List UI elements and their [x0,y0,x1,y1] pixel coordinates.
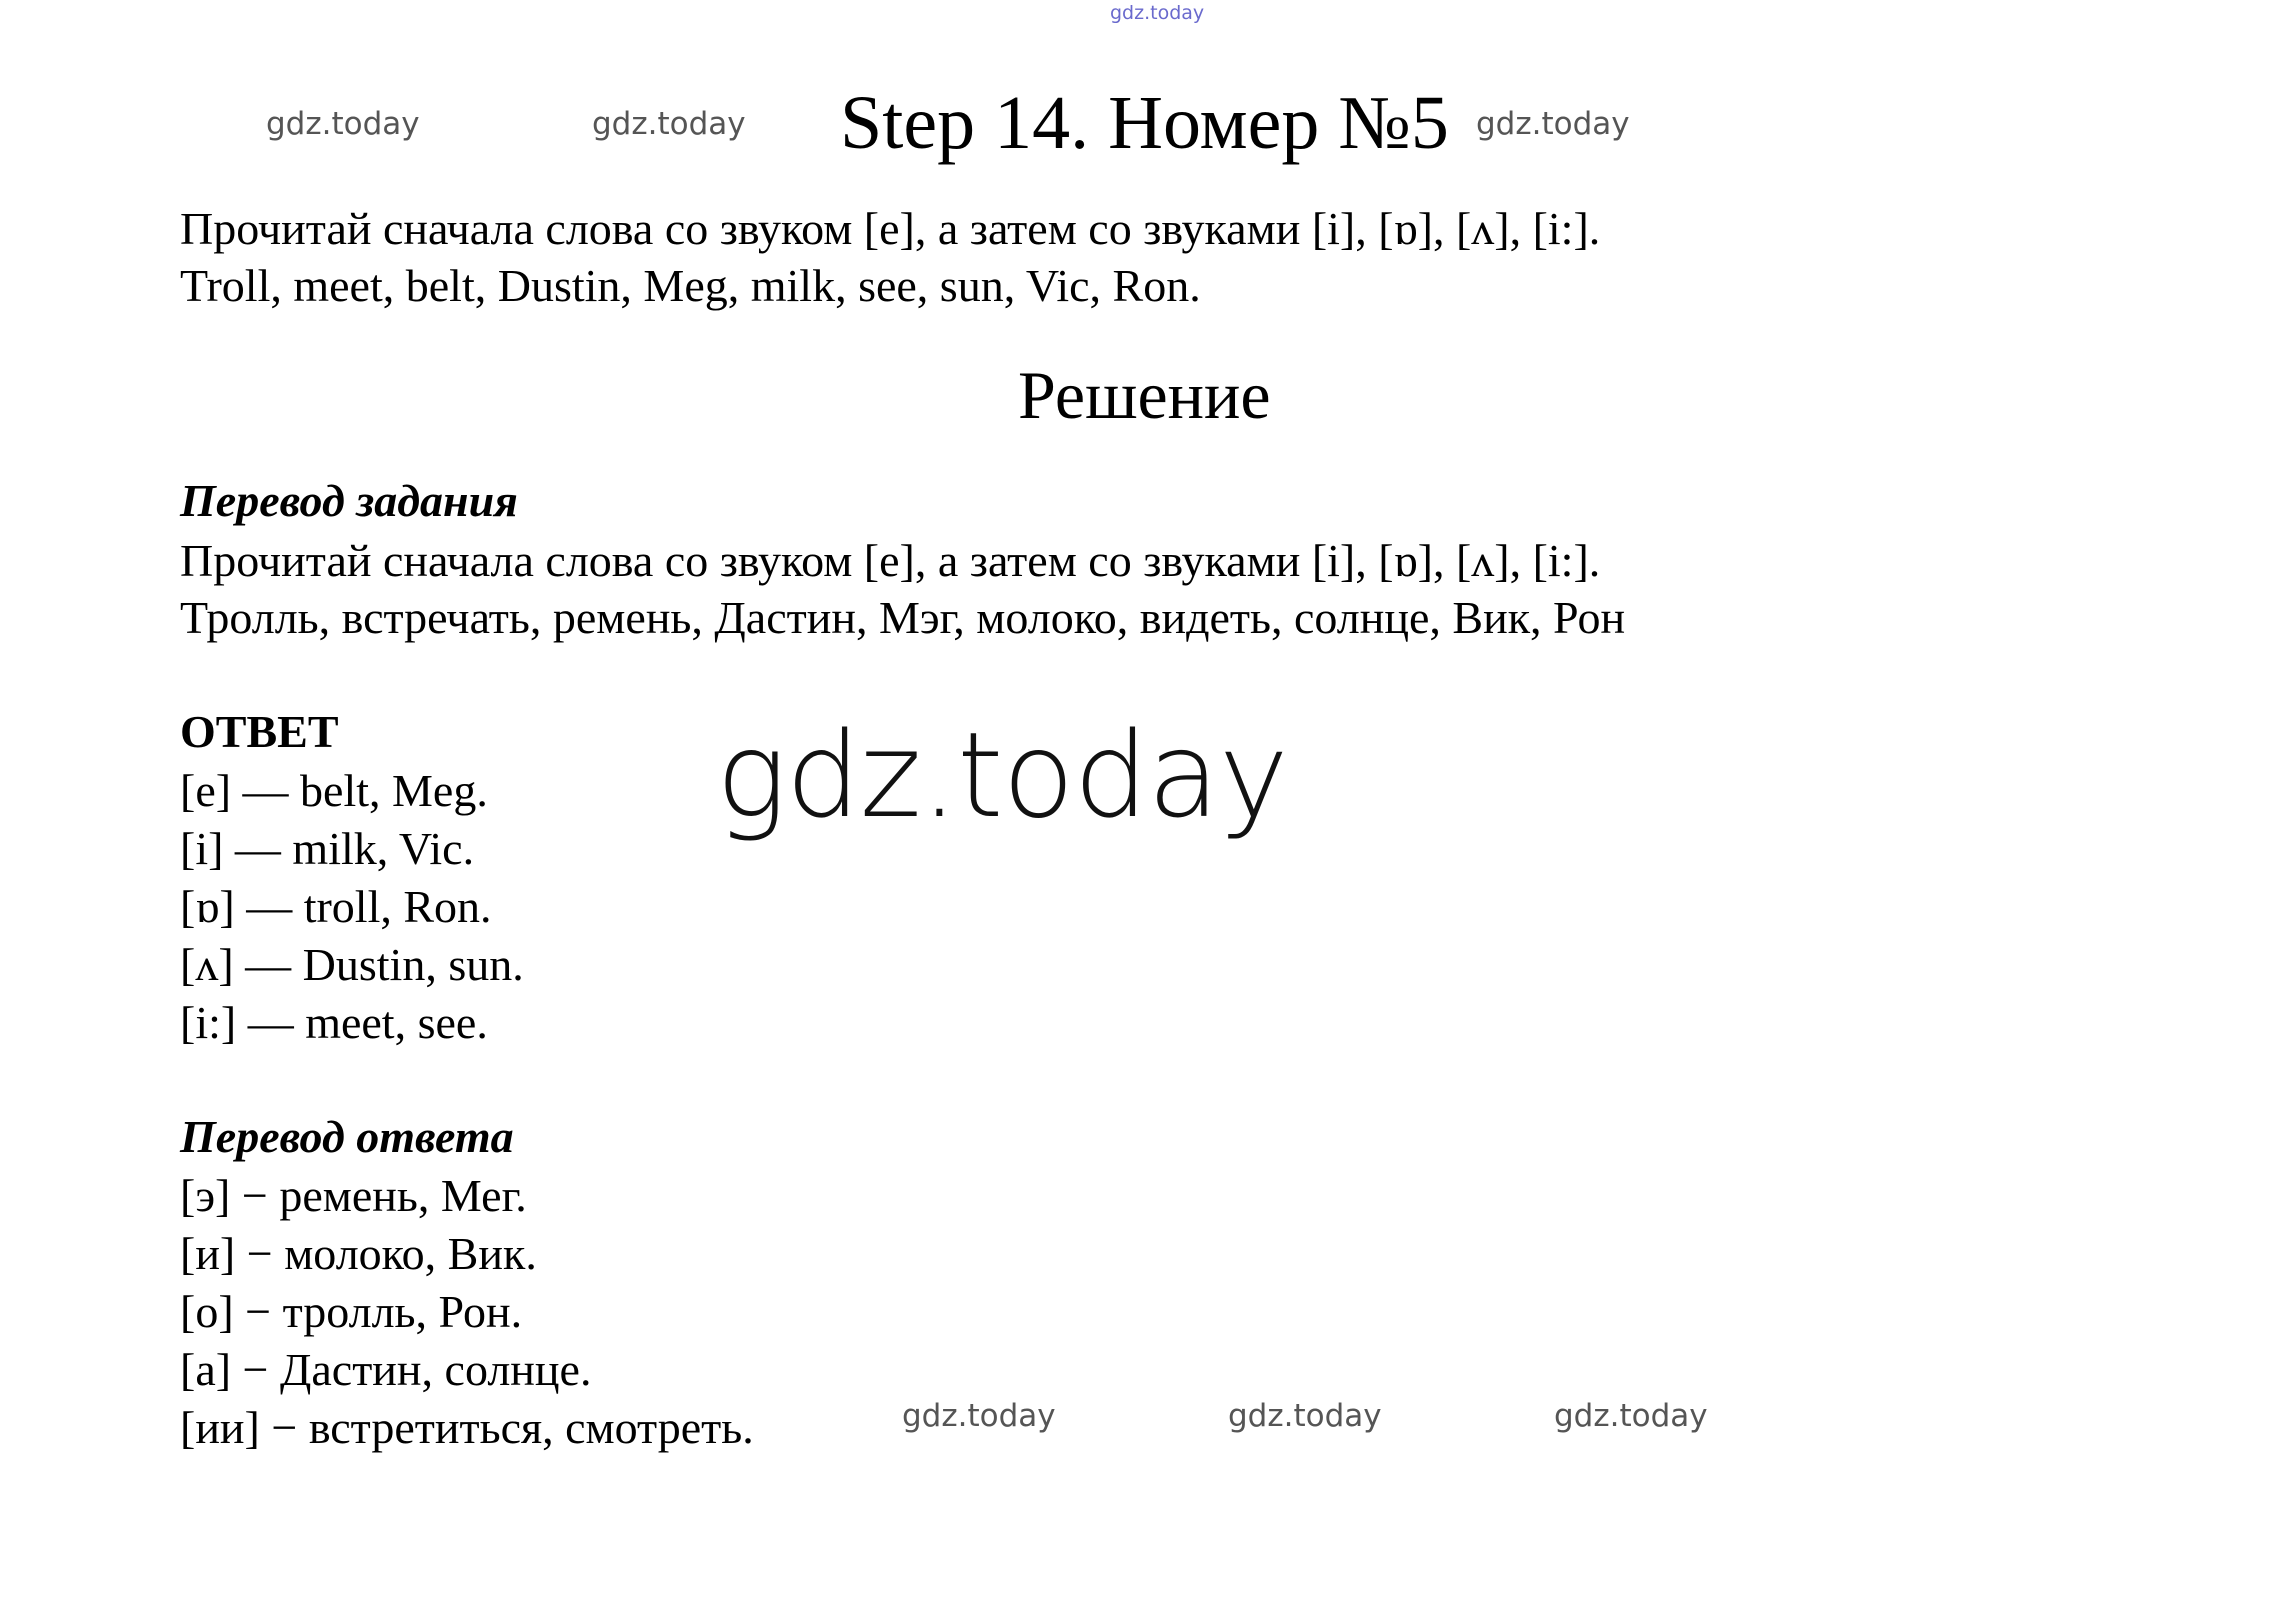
translation-task-line-2: Тролль, встречать, ремень, Дастин, Мэг, молоко, видеть, солнце, Вик, Рон [180,592,1626,643]
page-title: Step 14. Номер №5 [840,81,1449,165]
bottom-watermark-2: gdz.today [1228,1398,1382,1434]
translation-answer-line: [о] − тролль, Рон. [180,1286,523,1337]
translation-answer-line: [а] − Дастин, солнце. [180,1344,592,1395]
translation-answer-line: [э] − ремень, Мег. [180,1170,527,1221]
answer-line: [ʌ] — Dustin, sun. [180,939,524,990]
translation-answer-heading: Перевод ответа [180,1111,514,1162]
translation-answer-line: [и] − молоко, Вик. [180,1228,537,1279]
answer-list [180,762,524,1052]
answer-line: [i:] — meet, see. [180,997,488,1048]
translation-task-line-1: Прочитай сначала слова со звуком [e], а затем со звуками [i], [ɒ], [ʌ], [i:]. [180,535,1601,586]
top-watermark: gdz.today [1110,2,1205,24]
big-watermark: gdz.today [716,706,1288,844]
answer-line: [i] — milk, Vic. [180,823,475,874]
header-watermark-2: gdz.today [592,106,746,142]
answer-line: [ɒ] — troll, Ron. [180,881,492,932]
header-watermark-3: gdz.today [1476,106,1630,142]
task-line-2: Troll, meet, belt, Dustin, Meg, milk, see, sun, Vic, Ron. [180,260,1201,311]
translation-answer-list [180,1167,754,1457]
bottom-watermark-3: gdz.today [1554,1398,1708,1434]
header-watermark-1: gdz.today [266,106,420,142]
translation-task-heading: Перевод задания [180,475,518,526]
task-line-1: Прочитай сначала слова со звуком [e], а затем со звуками [i], [ɒ], [ʌ], [i:]. [180,203,1601,254]
answer-line: [e] — belt, Meg. [180,765,488,816]
answer-heading: ОТВЕТ [180,706,339,757]
solution-title: Решение [1018,357,1271,433]
translation-answer-line: [ии] − встретиться, смотреть. [180,1402,754,1453]
bottom-watermark-1: gdz.today [902,1398,1056,1434]
